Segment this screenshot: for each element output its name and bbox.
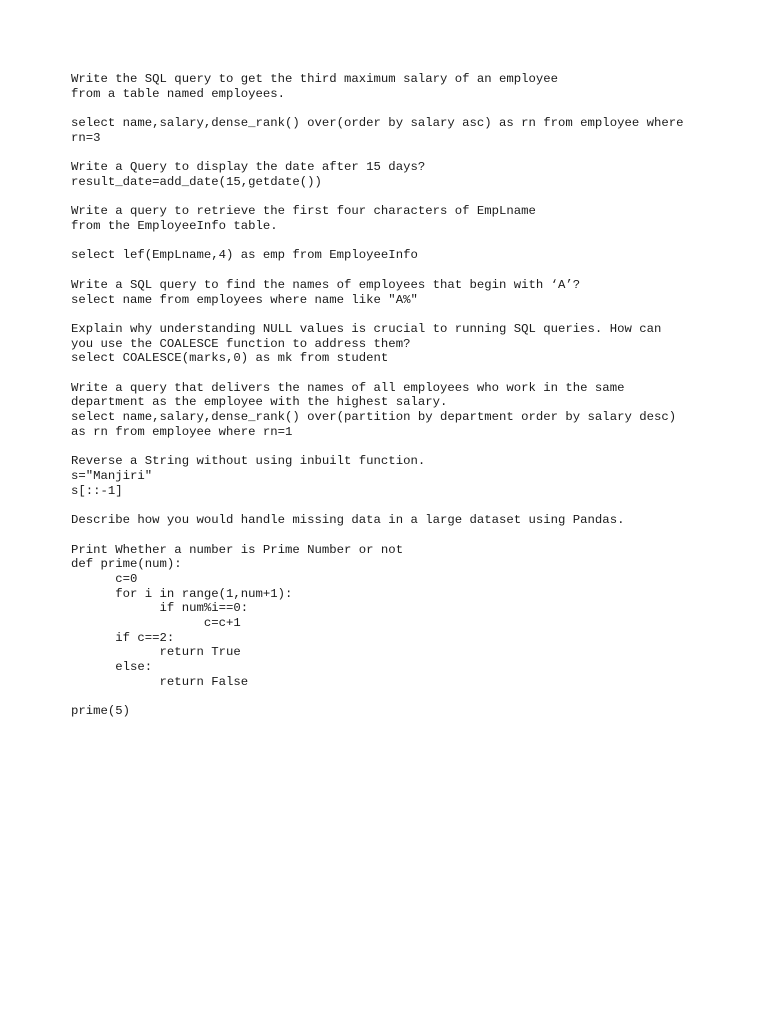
document-text: Write the SQL query to get the third maximum salary of an employee from a table named employees. select name,salary,dense_rank() over(order by salary asc) as rn from employee where rn=3 Write a Query to display the date after 15 days? result_date=add_date(15,getdate()) Write a query to retrieve the first four characters of EmpLname from the EmployeeInfo table. select lef(EmpLname,4) as emp from EmployeeInfo Write a SQL query to find the names of employees that begin with ‘A’? select name from employees where name like "A%" Explain why understanding NULL values is crucial to running SQL queries. How can you use the COALESCE function to address them? select COALESCE(marks,0) as mk from student Write a query that delivers the names of all employees who work in the same department as the employee with the highest salary. select name,salary,dense_rank() over(partition by department order by salary desc) as rn from employee where rn=1 Reverse a String without using inbuilt function. s="Manjiri" s[::-1] Describe how you would handle missing data in a large dataset using Pandas. Print Whether a number is Prime Number or not def prime(num): c=0 for i in range(1,num+1): if num%i==0: c=c+1 if c==2: return True else: return False prime(5) xyxy=(71,72,684,719)
